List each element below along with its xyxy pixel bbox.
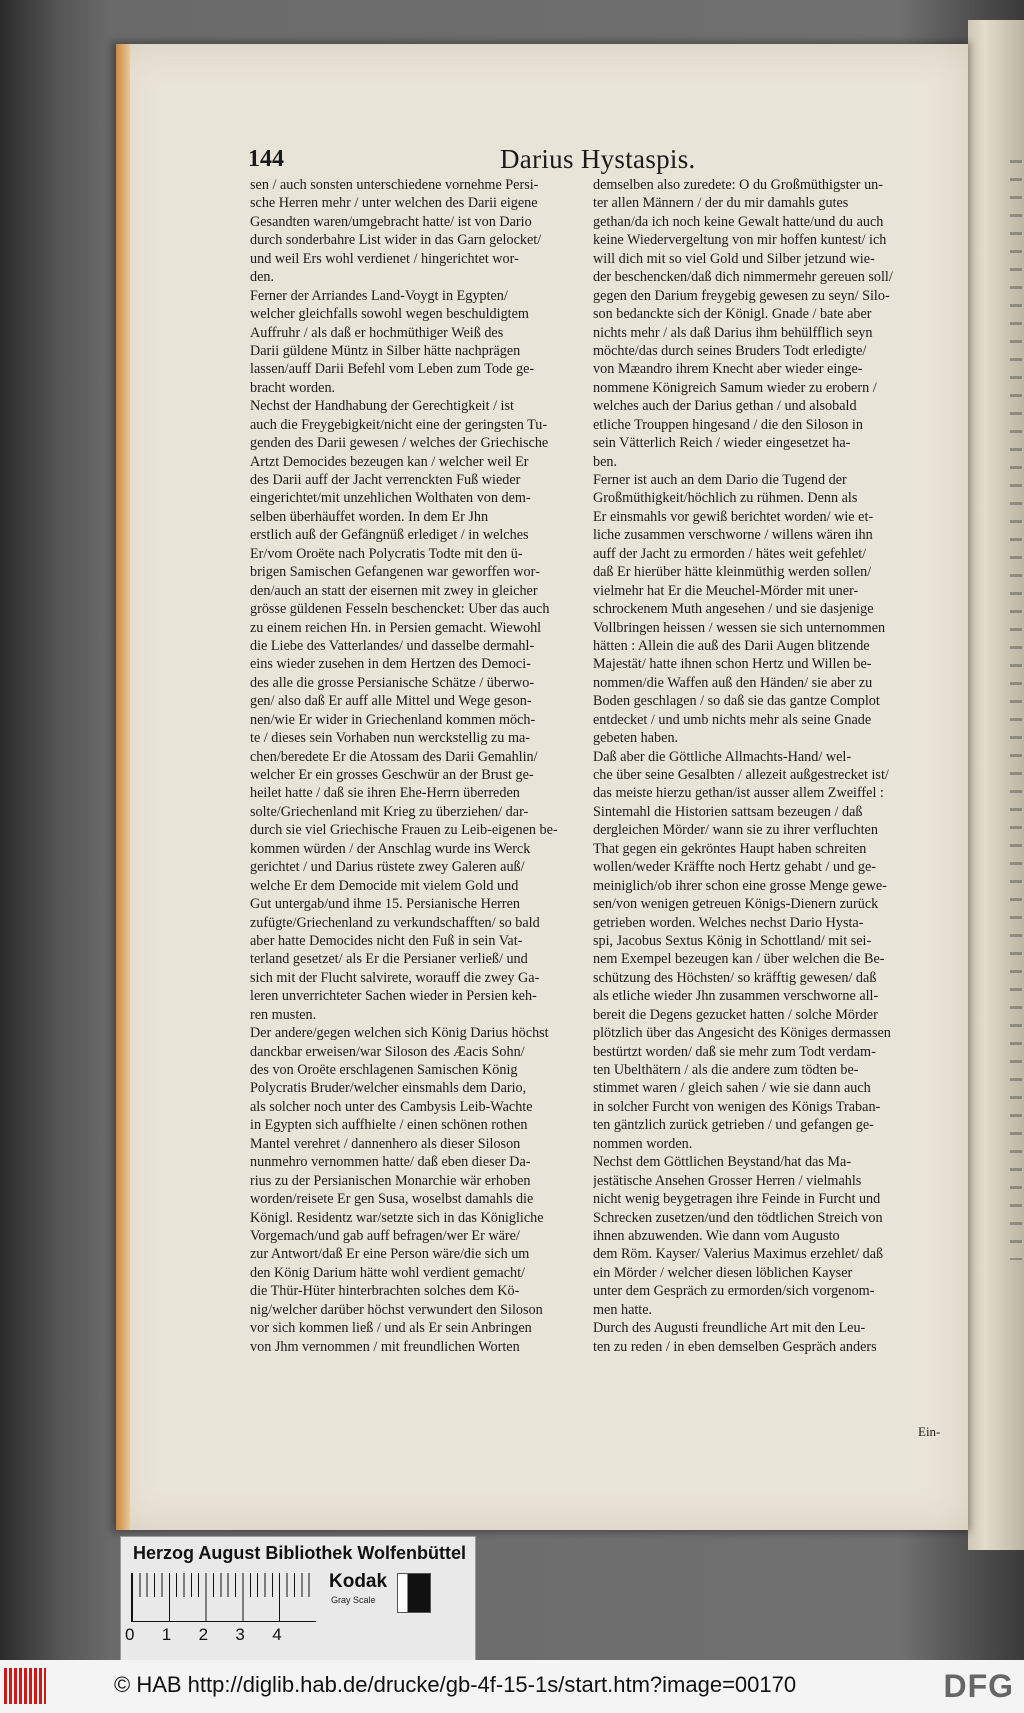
text-line: Boden geschlagen / so daß sie das gantze Complot bbox=[593, 693, 880, 710]
text-line: Auffruhr / als daß er hochmüthiger Weiß des bbox=[250, 324, 504, 341]
ruler-number: 1 bbox=[161, 1625, 172, 1644]
text-line: nommen/die Waffen auß den Händen/ sie aber zu bbox=[593, 674, 873, 691]
text-line: brigen Samischen Gefangenen war geworffen wor- bbox=[250, 564, 540, 581]
kodak-brand: Kodak bbox=[329, 1571, 388, 1592]
text-line: terland gesetzet/ als Er die Persianer verließ/ und bbox=[250, 951, 528, 968]
text-line: Vorgemach/und gab auff befragen/wer Er wäre/ bbox=[250, 1227, 520, 1244]
measurement-ruler bbox=[131, 1573, 316, 1622]
text-line: welches auch der Darius gethan / und alsobald bbox=[593, 398, 857, 415]
text-line: getrieben worden. Welches nechst Dario Hysta- bbox=[593, 914, 864, 931]
text-line: nichts mehr / als daß Darius ihm behülfflich seyn bbox=[593, 324, 873, 341]
text-line: zur Antwort/daß Er eine Person wäre/die sich um bbox=[250, 1246, 530, 1263]
text-line: sen/von wenigen getreuen Königs-Dienern zurück bbox=[593, 896, 879, 913]
text-line: nunmehro vernommen hatte/ daß eben dieser Da- bbox=[250, 1154, 531, 1171]
text-line: leren unverrichteter Sachen wieder in Persien keh- bbox=[250, 988, 537, 1005]
page-number: 144 bbox=[248, 146, 284, 172]
text-line: nen/wie Er wider in Griechenland kommen möch- bbox=[250, 711, 536, 728]
text-line: chen/beredete Er die Atossam des Darii Gemahlin/ bbox=[250, 748, 538, 765]
text-line: nommene Königreich Samum wieder zu erobern / bbox=[593, 379, 877, 396]
text-line: die Thür-Hüter hinterbrachten solches dem Kö- bbox=[250, 1283, 520, 1300]
text-line: will dich mit so viel Gold und Silber jetzund wie- bbox=[593, 250, 875, 267]
catchword: Ein- bbox=[918, 1424, 941, 1439]
source-credit-link[interactable]: © HAB http://diglib.hab.de/drucke/gb-4f-15-1s/start.htm?image=00170 bbox=[114, 1672, 797, 1697]
text-line: des Darii auff der Jacht verrenckten Fuß wieder bbox=[250, 472, 521, 488]
text-line: auch die Freygebigkeit/nicht eine der geringsten Tu- bbox=[250, 416, 548, 433]
text-line: der beschencken/daß dich nimmermehr gereuen soll/ bbox=[593, 269, 893, 286]
text-line: Majestät/ hatte ihnen schon Hertz und Willen be- bbox=[593, 656, 872, 673]
text-line: Ferner der Arriandes Land-Voygt in Egypten/ bbox=[250, 287, 508, 304]
text-line: kommen würden / der Anschlag wurde ins Werck bbox=[250, 840, 531, 857]
text-line: daß Er hierüber hätte kleinmüthig werden sollen/ bbox=[593, 564, 872, 581]
text-line: gen/ also daß Er auff alle Mittel und Wege geson- bbox=[250, 693, 532, 710]
text-line: hätten : Allein die auß des Darii Augen blitzende bbox=[593, 637, 870, 654]
text-line: nicht wenig beygetragen ihre Feinde in Furcht und bbox=[593, 1191, 881, 1208]
text-line: che über seine Gesalbten / allezeit außgestrecket ist/ bbox=[593, 767, 889, 783]
text-line: sein Vätterlich Reich / wieder eingesetzet ha- bbox=[593, 435, 851, 452]
text-line: Durch des Augusti freundliche Art mit den Leu- bbox=[593, 1320, 866, 1337]
text-line: welcher Er ein grosses Geschwür an der Brust ge- bbox=[250, 767, 534, 783]
text-line: Königl. Residentz war/setzte sich in das Königliche bbox=[250, 1209, 544, 1226]
text-line: erstlich auß der Gefängnüß erlediget / in welches bbox=[250, 527, 529, 544]
text-line: des von Oroëte erschlagenen Samischen König bbox=[250, 1062, 518, 1078]
text-line: entdecket / und umb nichts mehr als seine Gnade bbox=[593, 711, 872, 728]
ruler-number: 0 bbox=[125, 1625, 135, 1644]
text-line: des alle die grosse Persianische Schätze / überwo- bbox=[250, 674, 535, 691]
text-line: te / dieses sein Vorhaben nun werckstellig zu ma- bbox=[250, 730, 531, 747]
text-column-left bbox=[250, 176, 576, 1356]
ruler-number: 3 bbox=[235, 1625, 245, 1644]
text-line: meiniglich/ob ihrer schon eine grosse Menge gewe- bbox=[593, 877, 887, 894]
text-line: worden/reisete Er gen Susa, woselbst damahls die bbox=[250, 1191, 534, 1208]
text-line: Polycratis Bruder/welcher einsmahls dem Dario, bbox=[250, 1080, 527, 1097]
text-line: Er/vom Oroëte nach Polycratis Todte mit den ü- bbox=[250, 545, 523, 562]
text-line: aber hatte Democides nicht den Fuß in sein Vat- bbox=[250, 932, 523, 949]
text-line: eins wieder zusehen in dem Hertzen des Democi- bbox=[250, 656, 531, 673]
text-line: nommen worden. bbox=[593, 1135, 693, 1152]
text-line: Sintemahl die Historien sattsam bezeugen / daß bbox=[593, 803, 863, 820]
text-line: Der andere/gegen welchen sich König Darius höchst bbox=[250, 1025, 549, 1042]
adjacent-page-text bbox=[1010, 160, 1022, 1260]
text-line: ihnen abzuwenden. Wie dann vom Augusto bbox=[593, 1227, 840, 1244]
text-line: keine Wiedervergeltung von mir hoffen kuntest/ ich bbox=[593, 232, 887, 249]
gray-scale-chip bbox=[397, 1573, 431, 1613]
text-line: Nechst der Handhabung der Gerechtigkeit / ist bbox=[250, 398, 514, 415]
text-line: und weil Ers wohl verdienet / hingerichtet wor- bbox=[250, 250, 519, 267]
text-line: als solcher noch unter des Cambysis Leib-Wachte bbox=[250, 1098, 533, 1115]
footer-bar bbox=[0, 1660, 1024, 1713]
dfg-logo: DFG bbox=[943, 1668, 1014, 1704]
text-line: schützung des Höchsten/ so kräfftig gewesen/ daß bbox=[593, 969, 877, 986]
text-line: die Liebe des Vatterlandes/ und dasselbe dermahl- bbox=[250, 637, 535, 654]
text-line: grösse güldenen Fesseln beschencket: Uber das auch bbox=[250, 601, 550, 618]
text-line: in solcher Furcht von wenigen des Königs Traban- bbox=[593, 1098, 881, 1115]
text-line: vor sich kommen ließ / und als Er sein Anbringen bbox=[250, 1320, 532, 1337]
text-line: eingerichtet/mit unzehlichen Wolthaten von dem- bbox=[250, 490, 531, 507]
text-line: demselben also zuredete: O du Großmüthigster un- bbox=[593, 177, 883, 193]
text-line: bereit die Degens gezucket hatten / solche Mörder bbox=[593, 1006, 878, 1023]
text-line: gerichtet / und Darius rüstete zwey Galeren auß/ bbox=[250, 859, 525, 876]
text-line: bracht worden. bbox=[250, 379, 336, 396]
running-title: Darius Hystaspis. bbox=[500, 144, 696, 174]
text-line: liche zusammen verschworne / willens wären ihn bbox=[593, 527, 873, 544]
text-line: That gegen ein gekröntes Haupt haben schreiten bbox=[593, 840, 867, 857]
ruler-number: 4 bbox=[272, 1625, 282, 1644]
ruler-scale-numbers bbox=[125, 1625, 325, 1645]
text-line: vielmehr hat Er die Meuchel-Mörder mit uner- bbox=[593, 582, 859, 599]
text-line: rius zu der Persianischen Monarchie wär erhoben bbox=[250, 1172, 531, 1189]
text-line: Artzt Democides bezeugen kan / welcher weil Er bbox=[250, 453, 529, 470]
text-line: als etliche wieder Jhn zusammen verschworne all- bbox=[593, 988, 879, 1005]
text-line: dem Röm. Kayser/ Valerius Maximus erzehlet/ daß bbox=[593, 1246, 884, 1263]
text-line: ten Ubelthätern / als die andere zum tödten be- bbox=[593, 1062, 859, 1078]
text-line: den/auch an statt der eisernen mit zwey in gleicher bbox=[250, 582, 538, 599]
ruler-number: 2 bbox=[198, 1625, 209, 1644]
text-line: sen / auch sonsten unterschiedene vornehme Persi- bbox=[250, 177, 539, 193]
text-line: genden des Darii gewesen / welches der Griechische bbox=[250, 435, 549, 452]
text-line: ter allen Männern / der du mir damahls gutes bbox=[593, 195, 849, 212]
text-line: Er einsmahls vor gewiß berichtet worden/ wie et- bbox=[593, 508, 874, 525]
page-header bbox=[248, 146, 938, 178]
text-line: welcher gleichfalls sowohl wegen beschuldigtem bbox=[250, 306, 529, 323]
text-line: Gut untergab/und ihme 15. Persianische Herren bbox=[250, 896, 521, 913]
text-line: jestätische Ansehen Grosser Herren / vielmahls bbox=[593, 1172, 862, 1189]
text-line: zufügte/Griechenland zu verkundschafften/ so bald bbox=[250, 914, 540, 931]
text-line: nem Exempel bezeugen kan / über welchen die Be- bbox=[593, 951, 885, 968]
library-name: Herzog August Bibliothek Wolfenbüttel bbox=[133, 1543, 466, 1563]
text-line: sche Herren mehr / unter welchen des Darii eigene bbox=[250, 195, 538, 212]
text-line: gethan/da ich noch keine Gewalt hatte/und du auch bbox=[593, 213, 884, 230]
text-line: sich mit der Flucht salvirete, worauff die zwey Ga- bbox=[250, 969, 540, 986]
text-line: spi, Jacobus Sextus König in Schottland/ mit sei- bbox=[593, 932, 872, 949]
text-line: lassen/auff Darii Befehl vom Leben zum Tode ge- bbox=[250, 361, 535, 378]
text-line: den König Darium hätte wohl verdient gemacht/ bbox=[250, 1264, 526, 1281]
text-line: bestürtzt worden/ daß sie mehr zum Todt verdam- bbox=[593, 1043, 876, 1060]
text-line: von Jhm vernommen / mit freundlichen Worten bbox=[250, 1338, 520, 1355]
text-line: ben. bbox=[593, 453, 618, 470]
color-calibration-card bbox=[120, 1536, 476, 1662]
text-line: von Mæandro ihrem Knecht aber wieder einge- bbox=[593, 361, 863, 378]
text-line: in Egypten sich auffhielte / einen schönen rothen bbox=[250, 1117, 528, 1134]
text-line: nig/welcher darüber höchst verwundert den Siloson bbox=[250, 1301, 543, 1318]
text-line: den. bbox=[250, 269, 275, 286]
text-line: ten zu reden / in eben demselben Gespräch anders bbox=[593, 1338, 877, 1355]
text-line: unter dem Gespräch zu ermorden/sich vorgenom- bbox=[593, 1283, 875, 1300]
text-line: welche Er dem Democide mit vielem Gold und bbox=[250, 877, 519, 894]
text-line: ren musten. bbox=[250, 1006, 317, 1023]
page-gilt-edge bbox=[116, 44, 130, 1530]
text-column-right bbox=[593, 176, 919, 1356]
text-line: ein Mörder / welcher diesen löblichen Kayser bbox=[593, 1264, 853, 1281]
text-line: heilet hatte / daß sie ihren Ehe-Herrn überreden bbox=[250, 785, 520, 802]
text-line: dergleichen Mörder/ wann sie zu ihrer verfluchten bbox=[593, 822, 878, 839]
text-line: men hatte. bbox=[593, 1301, 653, 1318]
text-line: Ferner ist auch an dem Dario die Tugend der bbox=[593, 472, 847, 488]
text-line: son bedanckte sich der Königl. Gnade / bate aber bbox=[593, 306, 872, 323]
text-line: Darii güldene Müntz in Silber hätte nachprägen bbox=[250, 342, 521, 359]
text-line: danckbar erweisen/war Siloson des Æacis Sohn/ bbox=[250, 1043, 525, 1060]
text-line: gegen den Darium freygebig gewesen zu seyn/ Silo- bbox=[593, 287, 890, 304]
text-line: durch sonderbahre List wider in das Garn gelocket/ bbox=[250, 232, 542, 249]
text-line: ten gäntzlich zurück getrieben / und gefangen ge- bbox=[593, 1117, 874, 1134]
text-line: das meiste hierzu gethan/ist ausser allem Zweiffel : bbox=[593, 785, 884, 802]
text-line: Vollbringen heissen / wessen sie sich unternommen bbox=[593, 619, 886, 636]
text-line: plötzlich über das Angesicht des Königes dermassen bbox=[593, 1025, 891, 1042]
text-line: Gesandten waren/umgebracht hatte/ ist von Dario bbox=[250, 213, 532, 230]
text-line: etliche Trouppen hingesand / die den Siloson in bbox=[593, 416, 863, 433]
text-line: solte/Griechenland mit Krieg zu überziehen/ dar- bbox=[250, 803, 529, 820]
text-line: schrockenem Muth angesehen / und sie dasjenige bbox=[593, 601, 874, 618]
text-line: Großmüthigkeit/höchlich zu rühmen. Denn als bbox=[593, 490, 858, 507]
text-line: auff der Jacht zu ermorden / hätes weit gefehlet/ bbox=[593, 545, 867, 562]
gray-scale-label: Gray Scale bbox=[331, 1595, 376, 1605]
text-line: selben überhäuffet worden. In dem Er Jhn bbox=[250, 508, 489, 525]
text-line: wollen/weder Kräffte noch Hertz gehabt / und ge- bbox=[593, 859, 876, 876]
text-line: Schrecken zusetzen/und den tödtlichen Streich von bbox=[593, 1209, 883, 1226]
text-line: zu einem reichen Hn. in Persien gemacht. Wiewohl bbox=[250, 619, 542, 636]
text-line: gebeten haben. bbox=[593, 730, 679, 747]
text-line: Nechst dem Göttlichen Beystand/hat das Ma- bbox=[593, 1154, 852, 1171]
text-line: stimmet waren / gleich sahen / wie sie dann auch bbox=[593, 1080, 871, 1097]
text-line: Daß aber die Göttliche Allmachts-Hand/ wel- bbox=[593, 748, 852, 765]
text-line: durch sie viel Griechische Frauen zu Leib-eigenen be- bbox=[250, 822, 558, 839]
text-line: möchte/das durch seines Bruders Todt erledigte/ bbox=[593, 342, 867, 359]
text-line: Mantel verehret / dannenhero als dieser Siloson bbox=[250, 1135, 521, 1152]
barcode-icon bbox=[4, 1668, 46, 1704]
